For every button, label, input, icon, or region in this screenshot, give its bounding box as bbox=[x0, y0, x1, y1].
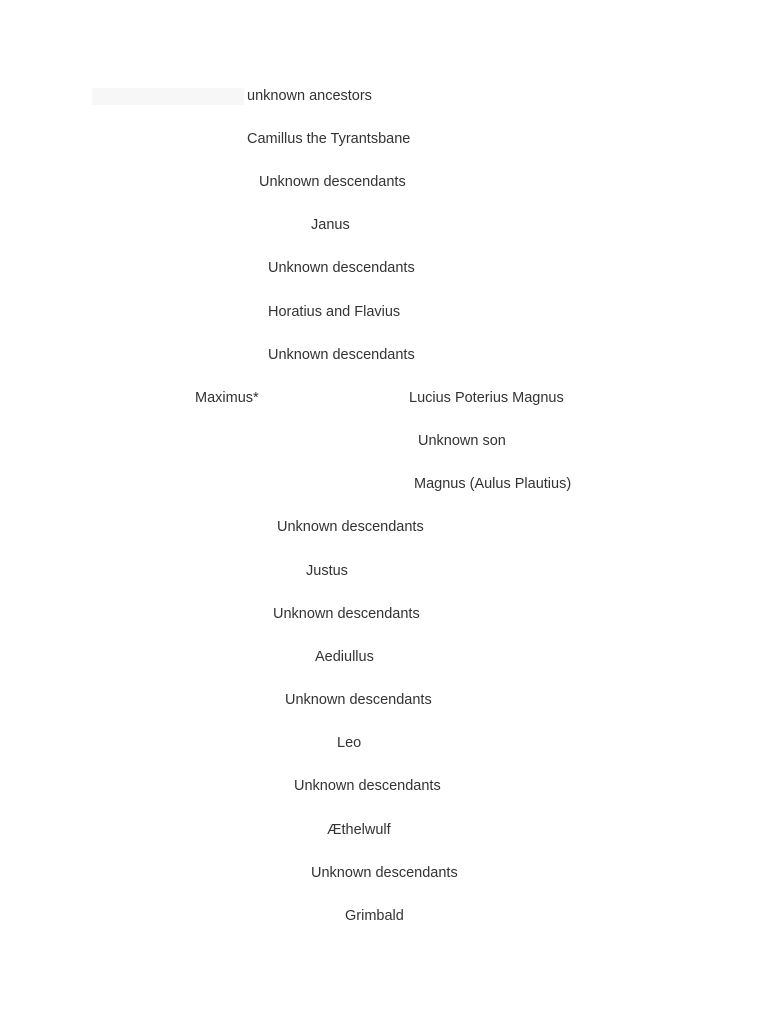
tree-node-unknown-descendants-5: Unknown descendants bbox=[273, 606, 420, 622]
tree-node-unknown-son: Unknown son bbox=[418, 433, 506, 449]
tree-node-magnus-aulus-plautius: Magnus (Aulus Plautius) bbox=[414, 476, 572, 492]
tree-node-grimbald: Grimbald bbox=[345, 908, 404, 924]
tree-node-horatius-flavius: Horatius and Flavius bbox=[268, 304, 401, 320]
tree-node-janus: Janus bbox=[311, 217, 350, 233]
tree-node-unknown-descendants-4: Unknown descendants bbox=[277, 519, 424, 535]
tree-node-unknown-descendants-6: Unknown descendants bbox=[285, 692, 432, 708]
tree-node-lucius-poterius-magnus: Lucius Poterius Magnus bbox=[409, 390, 564, 406]
highlight-bar bbox=[92, 88, 244, 105]
tree-node-aethelwulf: Æthelwulf bbox=[327, 822, 391, 838]
tree-node-unknown-descendants-8: Unknown descendants bbox=[311, 865, 458, 881]
tree-node-unknown-descendants-2: Unknown descendants bbox=[268, 260, 415, 276]
tree-node-camillus: Camillus the Tyrantsbane bbox=[247, 131, 411, 147]
tree-node-unknown-descendants-3: Unknown descendants bbox=[268, 347, 415, 363]
tree-node-maximus: Maximus* bbox=[195, 390, 259, 406]
tree-node-aediullus: Aediullus bbox=[315, 649, 374, 665]
tree-node-unknown-descendants-1: Unknown descendants bbox=[259, 174, 406, 190]
tree-node-justus: Justus bbox=[306, 563, 348, 579]
tree-node-unknown-ancestors: unknown ancestors bbox=[247, 88, 372, 104]
tree-node-leo: Leo bbox=[337, 735, 362, 751]
tree-node-unknown-descendants-7: Unknown descendants bbox=[294, 778, 441, 794]
